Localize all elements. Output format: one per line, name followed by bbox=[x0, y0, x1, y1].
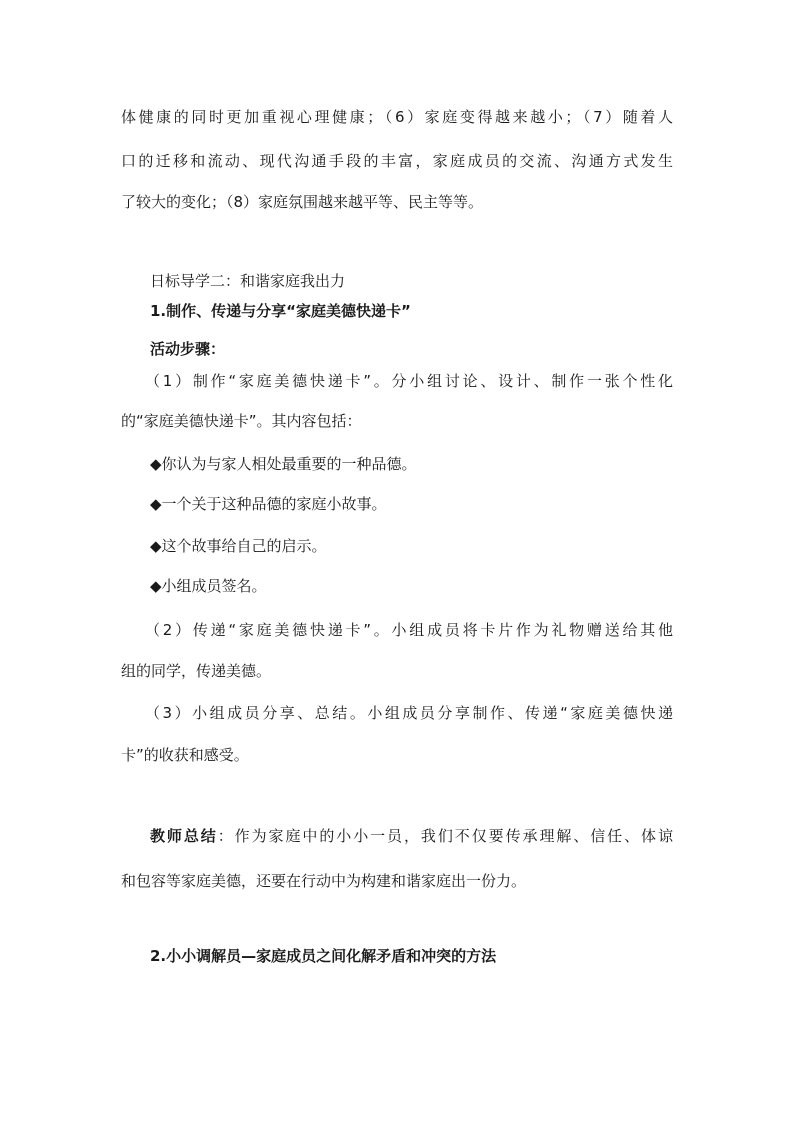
teacher-summary-line-1 bbox=[150, 826, 673, 846]
step-2-line-2: 组的同学，传递美德。 bbox=[121, 662, 272, 680]
step-3-line-1: （3）小组成员分享、总结。小组成员分享制作、传递“家庭美德快递 bbox=[145, 704, 673, 722]
step-3-line-2: 卡”的收获和感受。 bbox=[121, 746, 249, 764]
activity-1-title: 1.制作、传递与分享“家庭美德快递卡” bbox=[150, 302, 411, 320]
intro-line-1: 体健康的同时更加重视心理健康；（6）家庭变得越来越小；（7）随着人 bbox=[121, 108, 673, 126]
activity-2-title: 2.小小调解员—家庭成员之间化解矛盾和冲突的方法 bbox=[150, 947, 497, 965]
teacher-summary-text: ：作为家庭中的小小一员，我们不仅要传承理解、信任、体谅 bbox=[217, 827, 673, 845]
intro-line-3: 了较大的变化；（8）家庭氛围越来越平等、民主等等。 bbox=[121, 193, 484, 211]
step-1-line-1: （1）制作“家庭美德快递卡”。分小组讨论、设计、制作一张个性化 bbox=[145, 372, 673, 390]
step-2-line-1: （2）传递“家庭美德快递卡”。小组成员将卡片作为礼物赠送给其他 bbox=[145, 621, 673, 639]
teacher-summary-label: 教师总结 bbox=[150, 827, 218, 845]
bullet-item: ◆一个关于这种品德的家庭小故事。 bbox=[150, 495, 387, 513]
bullet-item: ◆你认为与家人相处最重要的一种品德。 bbox=[150, 455, 417, 473]
bullet-item: ◆小组成员签名。 bbox=[150, 577, 267, 595]
steps-label: 活动步骤： bbox=[150, 340, 226, 358]
step-1-line-2: 的“家庭美德快递卡”。其内容包括： bbox=[121, 412, 362, 430]
intro-line-2: 口的迁移和流动、现代沟通手段的丰富，家庭成员的交流、沟通方式发生 bbox=[121, 152, 673, 170]
section-heading: 日标导学二：和谐家庭我出力 bbox=[150, 272, 346, 290]
bullet-item: ◆这个故事给自己的启示。 bbox=[150, 537, 327, 555]
teacher-summary-line-2: 和包容等家庭美德，还要在行动中为构建和谐家庭出一份力。 bbox=[121, 872, 527, 890]
